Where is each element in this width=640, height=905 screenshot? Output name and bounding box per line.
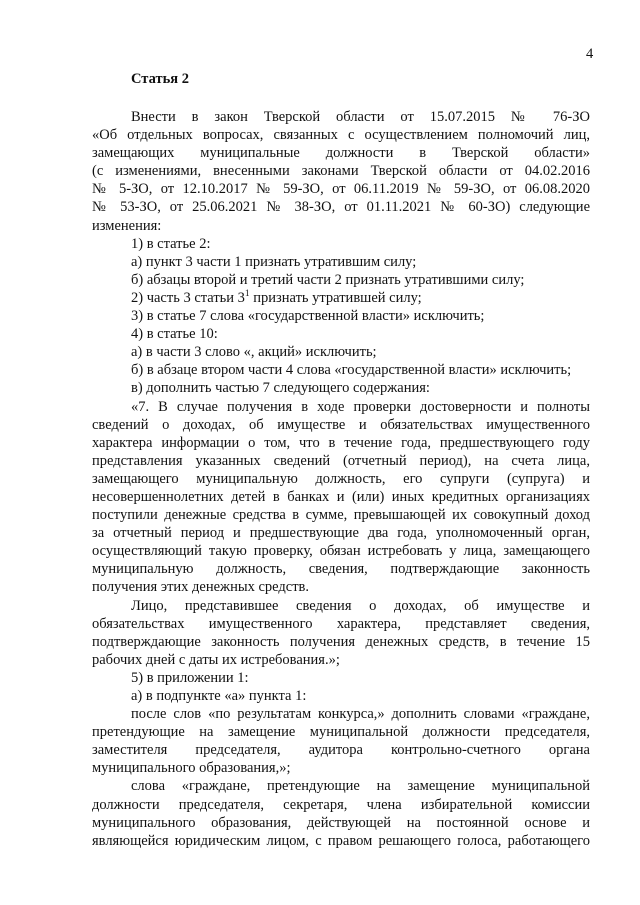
text-line: Лицо, представившее сведения о доходах, об имуществе и xyxy=(131,597,590,614)
list-item: 1) в статье 2: xyxy=(131,235,211,252)
text-line: слова «граждане, претендующие на замещение муниципальной xyxy=(131,778,590,795)
text-line: поступили денежные средства в сумме, превышающей их совокупный доход xyxy=(92,507,590,524)
list-item xyxy=(92,289,590,307)
list-item: а) пункт 3 части 1 признать утратившим силу; xyxy=(131,253,417,270)
list-item: б) абзацы второй и третий части 2 признать утратившими силу; xyxy=(131,271,525,288)
text-line: (с изменениями, внесенными законами Тверской области от 04.02.2016 xyxy=(92,163,590,180)
text-line: подтверждающие законность получения денежных средств, в течение 15 xyxy=(92,633,590,650)
text-line: рабочих дней с даты их истребования.»; xyxy=(92,651,340,668)
list-item: в) дополнить частью 7 следующего содержания: xyxy=(131,380,430,397)
text-line: представления указанных сведений (отчетный период), на счета лица, xyxy=(92,452,590,469)
list-item: б) в абзаце втором части 4 слова «государственной власти» исключить; xyxy=(131,362,572,379)
text-line: Внести в закон Тверской области от 15.07.2015 № 76-ЗО xyxy=(131,109,590,125)
text-line: обязательствах имущественного характера, представляет сведения, xyxy=(92,615,590,632)
text-line: замещающего муниципальную должность, его супруги (супруга) и xyxy=(92,470,590,487)
page-number: 4 xyxy=(586,46,594,62)
text-line: после слов «по результатам конкурса,» дополнить словами «граждане, xyxy=(131,706,590,723)
list-item: 5) в приложении 1: xyxy=(131,669,249,686)
list-item-text-end: признать утратившей силу; xyxy=(249,289,422,306)
list-item: 4) в статье 10: xyxy=(131,326,218,343)
text-line: являющейся юридическим лицом, с правом решающего голоса, работающего xyxy=(92,832,590,849)
text-line: сведений о доходах, об имуществе и обязательствах имущественного xyxy=(92,416,590,433)
text-line: № 5-ЗО, от 12.10.2017 № 59-ЗО, от 06.11.2019 № 59-ЗО, от 06.08.2020 xyxy=(92,181,590,198)
text-line: муниципального образования, действующей на постоянной основе и xyxy=(92,814,590,831)
text-line: характера информации о том, что в течение года, предшествующего году xyxy=(92,434,590,451)
text-line: муниципальную должность, сведения, подтверждающие законность xyxy=(92,561,590,578)
superscript: 1 xyxy=(244,289,250,300)
text-line: «7. В случае получения в ходе проверки достоверности и полноты xyxy=(131,398,590,415)
text-line: за отчетный период и предшествующие два года, уполномоченный орган, xyxy=(92,525,590,542)
text-line: заместителя председателя, аудитора контрольно-счетного органа xyxy=(92,742,590,759)
text-line: получения этих денежных средств. xyxy=(92,579,309,596)
article-heading: Статья 2 xyxy=(131,71,189,87)
text-line: муниципального образования,»; xyxy=(92,760,291,777)
text-line: № 53-ЗО, от 25.06.2021 № 38-ЗО, от 01.11.2021 № 60-ЗО) следующие xyxy=(92,199,590,216)
text-line: претендующие на замещение муниципальной должности председателя, xyxy=(92,724,590,741)
list-item: а) в части 3 слово «, акций» исключить; xyxy=(131,344,377,361)
text-line: несовершеннолетних детей в банках и (или) иных кредитных организациях xyxy=(92,488,590,505)
text-line: осуществляющий такую проверку, обязан истребовать у лица, замещающего xyxy=(92,543,590,560)
text-line: изменения: xyxy=(92,217,162,234)
text-line: должности председателя, секретаря, члена избирательной комиссии xyxy=(92,796,590,813)
article-body xyxy=(92,108,590,850)
text-line: «Об отдельных вопросах, связанных с осуществлением полномочий лиц, xyxy=(92,127,590,144)
list-item: 3) в статье 7 слова «государственной власти» исключить; xyxy=(131,308,485,325)
list-item: а) в подпункте «а» пункта 1: xyxy=(131,688,307,704)
text-line: замещающих муниципальные должности в Тверской области» xyxy=(92,145,590,162)
list-item-text: 2) часть 3 статьи 3 xyxy=(131,289,245,306)
